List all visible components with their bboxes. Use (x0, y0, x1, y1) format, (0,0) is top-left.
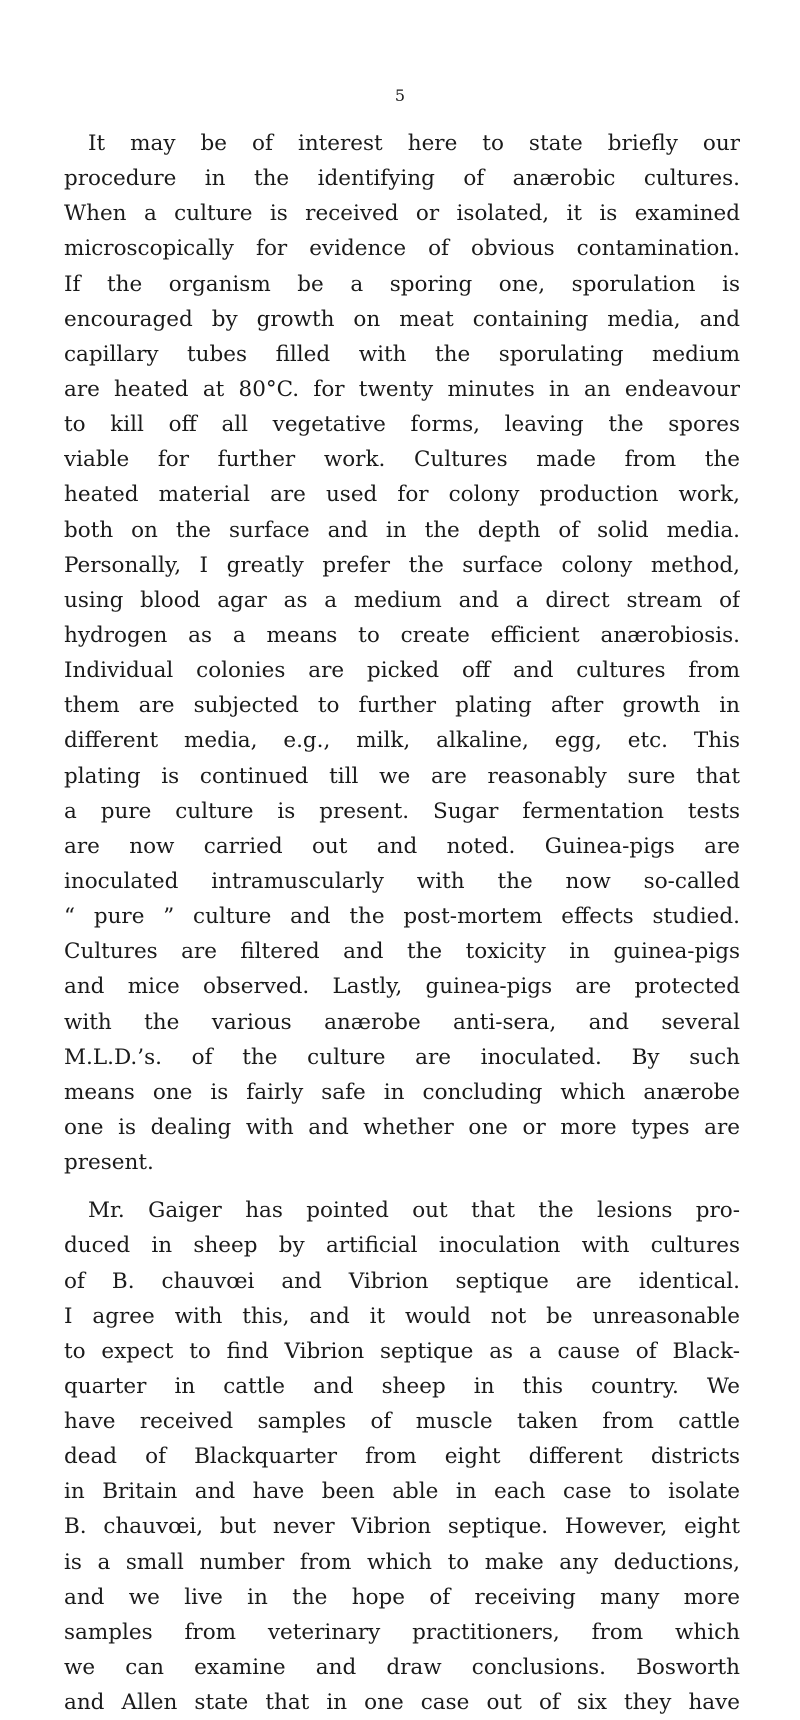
text-line: we can examine and draw conclusions. Bosworth (64, 1655, 740, 1681)
text-line: is a small number from which to make any deductions, (64, 1549, 740, 1575)
text-line: different media, e.g., milk, alkaline, egg, etc. This (64, 728, 740, 754)
text-line: samples from veterinary practitioners, from which (64, 1619, 740, 1645)
text-line: to kill off all vegetative forms, leaving the spores (64, 412, 740, 438)
text-line: to expect to find Vibrion septique as a cause of Black- (64, 1338, 740, 1364)
text-line: heated material are used for colony production work, (64, 482, 740, 508)
text-line: a pure culture is present. Sugar fermentation tests (64, 798, 740, 824)
text-line: dead of Blackquarter from eight different districts (64, 1444, 740, 1470)
text-line: capillary tubes filled with the sporulating medium (64, 341, 740, 367)
text-line: When a culture is received or isolated, it is examined (64, 201, 740, 227)
text-line: means one is fairly safe in concluding which anærobe (64, 1079, 740, 1105)
text-line: inoculated intramuscularly with the now so-called (64, 868, 740, 894)
text-line: Mr. Gaiger has pointed out that the lesions pro- (88, 1198, 740, 1224)
text-line: have received samples of muscle taken from cattle (64, 1409, 740, 1435)
text-line: Individual colonies are picked off and cultures from (64, 658, 740, 684)
text-line: them are subjected to further plating after growth in (64, 693, 740, 719)
text-line: duced in sheep by artificial inoculation with cultures (64, 1233, 740, 1259)
text-line: Personally, I greatly prefer the surface colony method, (64, 552, 740, 578)
text-line: using blood agar as a medium and a direct stream of (64, 587, 740, 613)
text-line: present. (64, 1150, 154, 1176)
text-line: and we live in the hope of receiving many more (64, 1584, 740, 1610)
text-line: microscopically for evidence of obvious contamination. (64, 236, 740, 262)
text-line: It may be of interest here to state briefly our (88, 131, 740, 156)
text-line: and Allen state that in one case out of six they have (64, 1690, 740, 1716)
text-line: are now carried out and noted. Guinea-pigs are (64, 833, 740, 859)
text-line: and mice observed. Lastly, guinea-pigs are protected (64, 974, 740, 1000)
text-line: hydrogen as a means to create efficient anærobiosis. (64, 622, 740, 648)
text-line: in Britain and have been able in each case to isolate (64, 1479, 740, 1505)
paragraph (64, 1193, 740, 1720)
text-line: B. chauvœi, but never Vibrion septique. However, eight (64, 1514, 740, 1540)
text-line: encouraged by growth on meat containing media, and (64, 306, 740, 332)
text-line: with the various anærobe anti-sera, and several (64, 1009, 740, 1035)
text-line: “ pure ” culture and the post-mortem effects studied. (64, 904, 740, 930)
text-line: viable for further work. Cultures made from the (64, 447, 740, 473)
text-line: Cultures are filtered and the toxicity in guinea-pigs (64, 939, 740, 965)
text-line: are heated at 80°C. for twenty minutes in an endeavour (64, 376, 740, 402)
text-line: plating is continued till we are reasonably sure that (64, 763, 740, 789)
paragraph-gap (64, 1180, 740, 1193)
text-line: procedure in the identifying of anærobic cultures. (64, 166, 740, 192)
text-line: If the organism be a sporing one, sporulation is (64, 271, 740, 297)
paragraph (64, 126, 740, 1180)
text-line: M.L.D.’s. of the culture are inoculated. By such (64, 1044, 740, 1070)
body-text (64, 126, 740, 1720)
text-line: of B. chauvœi and Vibrion septique are identical. (64, 1268, 740, 1294)
text-line: one is dealing with and whether one or more types are (64, 1114, 740, 1140)
text-line: both on the surface and in the depth of solid media. (64, 517, 740, 543)
text-line: quarter in cattle and sheep in this country. We (64, 1373, 740, 1399)
text-line: I agree with this, and it would not be unreasonable (64, 1303, 740, 1329)
page-number: 5 (394, 86, 406, 105)
